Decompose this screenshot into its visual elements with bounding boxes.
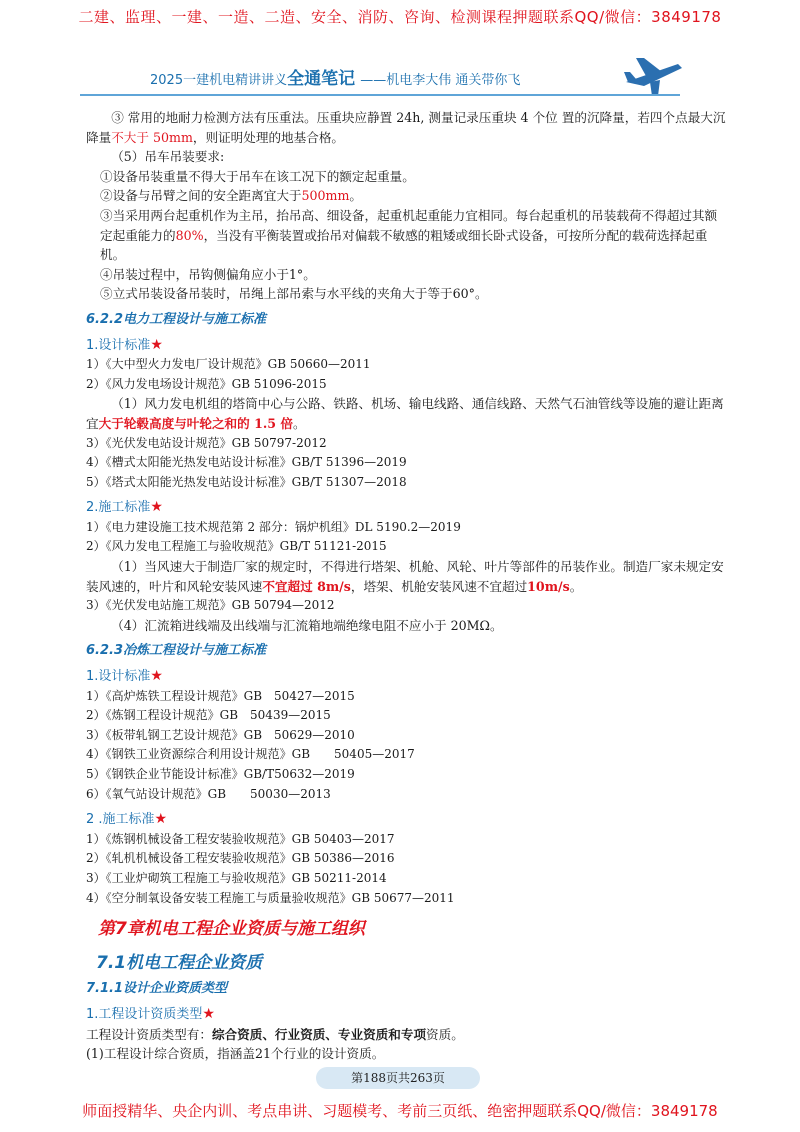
s622-d3: 3）《光伏发电站设计规范》GB 50797-2012 <box>86 435 327 450</box>
s623-design-title <box>86 667 726 687</box>
text: 1.设计标准 <box>86 669 151 685</box>
text: 。 <box>349 188 363 204</box>
s623-d5: 5）《钢铁企业节能设计标准》GB/T50632—2019 <box>86 767 355 781</box>
page-header <box>150 64 690 88</box>
s623-d1: 1）《高炉炼铁工程设计规范》GB 50427—2015 <box>86 688 355 703</box>
section-623-title: 6.2.3冶炼工程设计与施工标准 <box>86 643 267 659</box>
star-icon: ★ <box>150 499 163 516</box>
airplane-icon <box>622 52 684 100</box>
qualification-types <box>86 1025 726 1045</box>
text: 工程设计资质类型有： <box>86 1026 212 1042</box>
s623-d4: 4）《钢铁工业资源综合利用设计规范》GB 50405—2017 <box>86 747 415 762</box>
text: （1）当风速大于制造厂家的规定时，不得进行塔架、机舱、风轮、叶片等部件的吊装作业。制造厂家未规定安装风速的，叶片和风轮安装风速 <box>86 559 724 594</box>
header-part2: 全通笔记 <box>287 69 356 89</box>
highlight: 500mm <box>301 188 350 204</box>
s623-b4: 4）《空分制氧设备安装工程施工与质量验收规范》GB 50677—2011 <box>86 890 455 905</box>
s622-b3-note: （4）汇流箱进线端及出线端与汇流箱地端绝缘电阻不应小于 20MΩ。 <box>111 617 503 633</box>
crane-title: （5）吊车吊装要求: <box>111 149 225 165</box>
crane-item-5: ⑤立式吊装设备吊装时，吊绳上部吊索与水平线的夹角大于等于60°。 <box>100 286 488 302</box>
highlight: 10m/s <box>527 578 570 594</box>
chapter-7-title: 第7章机电工程企业资质与施工组织 <box>98 919 365 940</box>
text: ②设备与吊臂之间的安全距离宜大于 <box>100 188 302 204</box>
text: 2 .施工标准 <box>86 812 155 828</box>
highlight: 综合资质、行业资质、专业资质和专项 <box>211 1026 427 1042</box>
text: 资质。 <box>426 1026 464 1042</box>
text: 1.工程设计资质类型 <box>86 1006 203 1022</box>
s623-d2: 2）《炼钢工程设计规范》GB 50439—2015 <box>86 708 331 723</box>
section-622-title: 6.2.2电力工程设计与施工标准 <box>86 311 267 327</box>
text: 2.施工标准 <box>86 500 151 516</box>
crane-item-4: ④吊装过程中，吊钩侧偏角应小于1°。 <box>100 266 316 282</box>
bottom-banner: 师面授精华、央企内训、考点串讲、习题模考、考前三页纸、绝密押题联系QQ/微信：3849178 <box>82 1102 718 1120</box>
star-icon: ★ <box>150 336 163 353</box>
text: 。 <box>293 415 306 431</box>
text: ③ 常用的地耐力检测方法有压重法。压重块应静置 24h, 测量记录压重块 4 个位 置的沉降量，若四个点最大沉降量 <box>86 110 726 145</box>
qualification-title <box>86 1005 726 1025</box>
section-71-title: 7.1机电工程企业资质 <box>96 952 263 973</box>
section-711-title: 7.1.1设计企业资质类型 <box>86 981 228 997</box>
crane-item-3 <box>86 206 726 265</box>
s622-d5: 5）《塔式太阳能光热发电站设计标准》GB/T 51307—2018 <box>86 474 407 489</box>
header-part1: 2025一建机电精讲讲义 <box>150 73 288 88</box>
s623-build-title <box>86 810 726 830</box>
highlight: 不大于 50mm <box>111 129 193 145</box>
s623-b2: 2）《轧机机械设备工程安装验收规范》GB 50386—2016 <box>86 851 395 866</box>
para-bearing-test <box>86 108 726 147</box>
s623-b1: 1）《炼钢机械设备工程安装验收规范》GB 50403—2017 <box>86 831 395 846</box>
text: 。 <box>569 578 583 594</box>
s622-d2: 2）《风力发电场设计规范》GB 51096-2015 <box>86 376 327 391</box>
s623-d3: 3）《板带轧钢工艺设计规范》GB 50629—2010 <box>86 727 355 742</box>
s622-b2-note <box>86 557 726 596</box>
highlight: 80% <box>175 227 204 243</box>
text: （1）风力发电机组的塔筒中心与公路、铁路、机场、输电线路、通信线路、天然气石油管线等设施的避让距离宜 <box>86 396 724 431</box>
header-divider <box>80 94 680 96</box>
crane-item-2 <box>86 186 726 206</box>
s623-b3: 3）《工业炉砌筑工程施工与验收规范》GB 50211-2014 <box>86 870 387 885</box>
page-content <box>86 108 726 1064</box>
s622-build-title <box>86 498 726 518</box>
top-banner: 二建、监理、一建、一造、二造、安全、消防、咨询、检测课程押题联系QQ/微信：3849178 <box>78 8 722 26</box>
star-icon: ★ <box>150 668 163 685</box>
s622-design-title <box>86 336 726 356</box>
text: ，当没有平衡装置或抬吊对偏载不敏感的粗矮或细长卧式设备，可按所分配的载荷选择起重机。 <box>100 227 708 263</box>
crane-item-1: ①设备吊装重量不得大于吊车在该工况下的额定起重量。 <box>100 168 415 184</box>
s623-d6: 6）《氧气站设计规范》GB 50030—2013 <box>86 786 331 801</box>
qualification-note: (1)工程设计综合资质，指涵盖21个行业的设计资质。 <box>86 1046 385 1062</box>
text: ，则证明处理的地基合格。 <box>192 129 345 145</box>
s622-b1: 1）《电力建设施工技术规范第 2 部分：锅炉机组》DL 5190.2—2019 <box>86 519 461 534</box>
header-part3: ——机电李大伟 通关带你飞 <box>360 73 521 88</box>
s622-d1: 1）《大中型火力发电厂设计规范》GB 50660—2011 <box>86 357 371 372</box>
highlight: 大于轮毂高度与叶轮之和的 1.5 倍 <box>98 415 293 431</box>
highlight: 不宜超过 8m/s <box>262 578 351 594</box>
s622-d2-note <box>86 394 726 433</box>
s622-d4: 4）《槽式太阳能光热发电站设计标准》GB/T 51396—2019 <box>86 455 407 470</box>
text: ，塔架、机舱安装风速不宜超过 <box>350 578 528 594</box>
text: ③当采用两台起重机作为主吊，抬吊高、细设备，起重机起重能力宜相同。每台起重机的吊装载荷不得超过其额定起重能力的 <box>100 207 718 243</box>
page-number: 第188页共263页 <box>316 1067 480 1089</box>
star-icon: ★ <box>202 1005 215 1022</box>
star-icon: ★ <box>154 811 168 828</box>
s622-b2: 2）《风力发电工程施工与验收规范》GB/T 51121-2015 <box>86 539 387 554</box>
s622-b3: 3）《光伏发电站施工规范》GB 50794—2012 <box>86 598 335 613</box>
text: 1.设计标准 <box>86 337 151 353</box>
